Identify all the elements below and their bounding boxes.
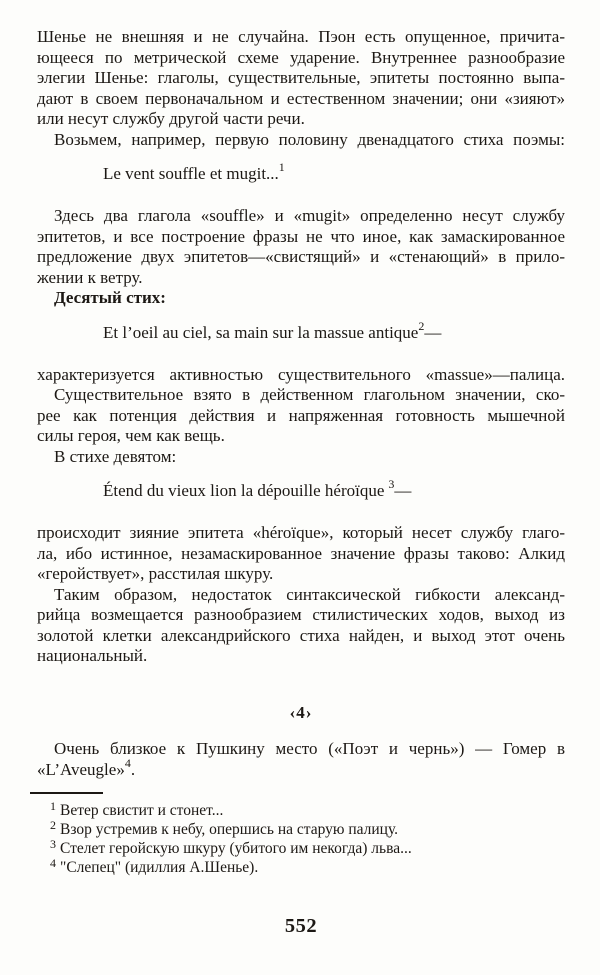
paragraph bbox=[37, 206, 565, 288]
paragraph bbox=[37, 130, 565, 151]
text-line: происходит зияние эпитета «héroïque», который несет службу глаго- bbox=[37, 523, 565, 542]
page-number: 552 bbox=[284, 915, 318, 937]
footnote-reference: 1 bbox=[278, 160, 285, 175]
paragraph bbox=[37, 739, 565, 780]
text-line: или несут службу другой части речи. bbox=[37, 109, 305, 128]
footnote-reference: 2 bbox=[418, 318, 425, 333]
footnote: 3 Стелет геройскую шкуру (убитого им некогда) льва... bbox=[50, 837, 412, 857]
footnotes-block bbox=[37, 801, 565, 877]
text-line: элегии Шенье: глаголы, существительные, эпитеты постоянно выпа- bbox=[37, 68, 565, 87]
footnote-separator bbox=[30, 792, 103, 794]
text-line: характеризуется активностью существительного «massue»—палица. bbox=[37, 364, 565, 384]
text-line: предложение двух эпитетов—«свистящий» и «стенающий» в прило- bbox=[37, 247, 565, 266]
text-line: эпитетов, и все построение фразы не что иное, как замаскированное bbox=[37, 226, 565, 246]
text-line: В стихе девятом: bbox=[54, 446, 177, 466]
verse-text: Et l’oeil au ciel, sa main sur la massue antique bbox=[103, 322, 419, 342]
verse-tail: — bbox=[394, 481, 412, 500]
text-line: Очень близкое к Пушкину место («Поэт и чернь») — Гомер в bbox=[54, 739, 565, 758]
verse-quote bbox=[37, 318, 565, 343]
text-line: Шенье не внешняя и не случайна. Пэон есть опущенное, причита- bbox=[37, 27, 565, 46]
text-line: силы героя, чем как вещь. bbox=[37, 426, 225, 445]
paragraph bbox=[37, 27, 565, 130]
text-line: ла, ибо истинное, незамаскированное значение фразы таково: Алкид bbox=[37, 543, 565, 563]
footnote-text: Взор устремив к небу, опершись на старую палицу. bbox=[60, 821, 399, 838]
text-line: жении к ветру. bbox=[37, 267, 143, 287]
footnote: 1 Ветер свистит и стонет... bbox=[50, 799, 224, 819]
text-line: дают в своем первоначальном и естественном значении; они «зияют» bbox=[37, 88, 565, 108]
paragraph bbox=[37, 365, 565, 386]
text-line: национальный. bbox=[37, 646, 148, 665]
paragraph bbox=[37, 385, 565, 447]
paragraph bbox=[37, 447, 565, 468]
footnote-text: "Слепец" (идиллия А.Шенье). bbox=[60, 859, 259, 876]
verse-tail: — bbox=[424, 322, 442, 342]
text-line: «геройствует», расстилая шкуру. bbox=[37, 564, 274, 583]
text-fragment: . bbox=[130, 759, 136, 779]
text-fragment: «L’Aveugle» bbox=[37, 759, 125, 779]
paragraph bbox=[37, 585, 565, 667]
text-line bbox=[37, 755, 565, 781]
text-line: Таким образом, недостаток синтаксической гибкости александ- bbox=[54, 584, 565, 604]
footnote-reference: 3 bbox=[388, 477, 395, 492]
text-line: рее как потенция действия и напряженная готовность мышечной bbox=[37, 405, 565, 425]
verse-text: Étend du vieux lion la dépouille héroïque bbox=[103, 481, 385, 500]
text-line: рийца возмещается разнообразием стилистических ходов, выход из bbox=[37, 605, 565, 624]
verse-quote bbox=[37, 477, 565, 501]
verse-heading: Десятый стих: bbox=[54, 288, 166, 307]
text-line: золотой клетки александрийского стиха найден, и выход этот очень bbox=[37, 625, 565, 645]
text-block bbox=[37, 0, 565, 937]
verse-text: Le vent souffle et mugit... bbox=[103, 164, 279, 183]
footnote-text: Ветер свистит и стонет... bbox=[60, 802, 224, 819]
footnote: 4 "Слепец" (идиллия А.Шенье). bbox=[50, 856, 259, 876]
section-number: ‹4› bbox=[289, 702, 313, 722]
verse-quote bbox=[37, 160, 565, 184]
footnote: 2 Взор устремив к небу, опершись на старую палицу. bbox=[50, 818, 399, 838]
paragraph bbox=[37, 523, 565, 585]
text-line: Возьмем, например, первую половину двенадцатого стиха поэмы: bbox=[54, 129, 565, 149]
text-line: Здесь два глагола «souffle» и «mugit» определенно несут службу bbox=[54, 206, 565, 225]
footnote-text: Стелет геройскую шкуру (убитого им некогда) льва... bbox=[60, 840, 412, 857]
footnote-reference: 4 bbox=[124, 755, 131, 770]
text-line: ющееся по метрической схеме ударение. Внутреннее разнообразие bbox=[37, 47, 565, 67]
text-line: Существительное взято в действенном глагольном значении, ско- bbox=[54, 385, 565, 404]
